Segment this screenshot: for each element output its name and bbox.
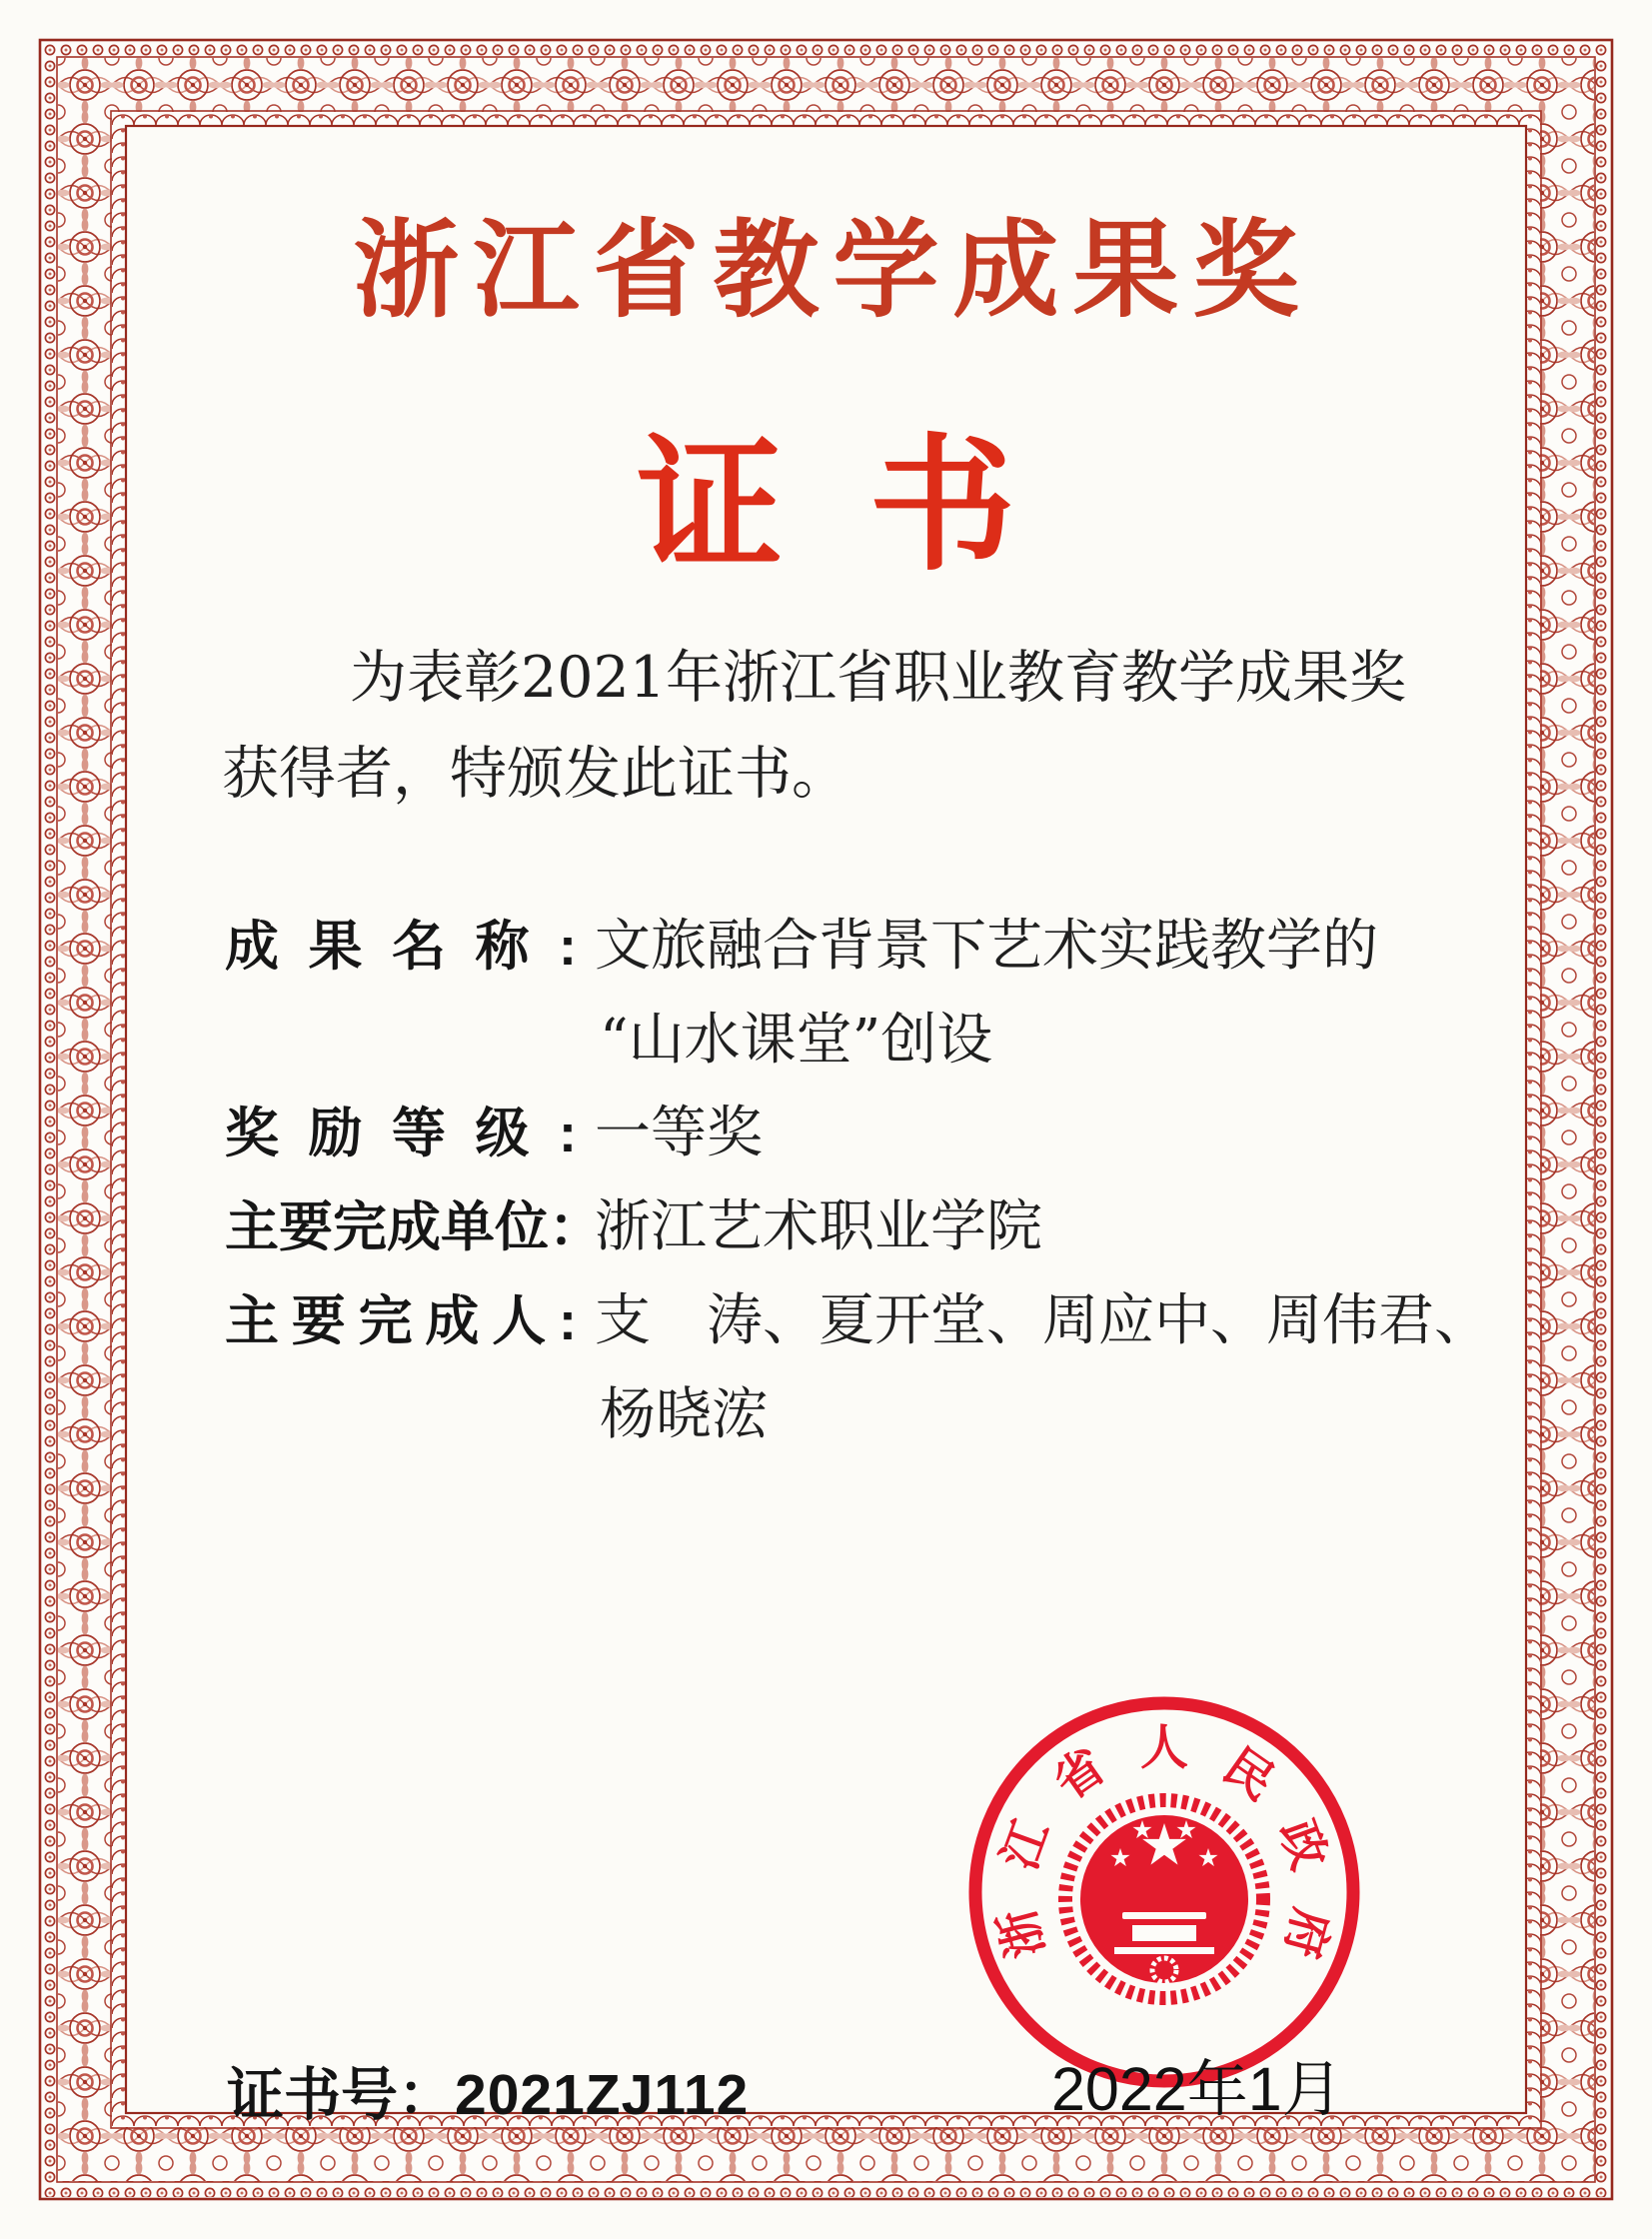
- svg-text:人: 人: [1139, 1721, 1189, 1775]
- svg-text:政: 政: [1269, 1813, 1336, 1877]
- field-label: 主要完成人:: [225, 1291, 577, 1351]
- svg-text:省: 省: [1044, 1739, 1115, 1811]
- svg-text:民: 民: [1213, 1739, 1284, 1811]
- field-label: 奖励等级:: [225, 1104, 577, 1163]
- intro-line-2: 获得者，特颁发此证书。: [222, 741, 848, 807]
- field-list: [225, 900, 1504, 1461]
- certificate-number-value: 2021ZJ112: [455, 2063, 750, 2127]
- field-value: 文旅融合背景下艺术实践教学的: [595, 914, 1378, 979]
- field-value: 支 涛、夏开堂、周应中、周伟君、: [595, 1288, 1490, 1353]
- intro-line-1: 为表彰2021年浙江省职业教育教学成果奖: [350, 645, 1407, 711]
- svg-text:浙: 浙: [990, 1902, 1054, 1964]
- field-row-award-grade: [225, 1087, 1504, 1180]
- field-row-achievement-name: [225, 900, 1504, 994]
- field-value-continuation: 杨晓浤: [600, 1382, 768, 1447]
- certificate-title: 浙江省教学成果奖: [353, 212, 1313, 330]
- field-row-main-contributors: [225, 1274, 1504, 1368]
- field-value: 一等奖: [595, 1101, 763, 1165]
- field-label: 主要完成单位：: [225, 1197, 603, 1257]
- national-emblem-icon: [1065, 1800, 1263, 1998]
- svg-text:江: 江: [992, 1813, 1059, 1877]
- government-seal: [964, 1692, 1364, 2092]
- field-value: 浙江艺术职业学院: [595, 1194, 1042, 1259]
- certificate-number: [227, 2049, 749, 2131]
- intro-paragraph: [222, 630, 1471, 822]
- field-label: 成果名称:: [225, 917, 577, 977]
- certificate-number-label: 证书号：: [227, 2063, 455, 2127]
- field-value-continuation: “山水课堂”创设: [600, 1008, 993, 1073]
- issue-date: 2022年1月: [1051, 2055, 1343, 2123]
- field-row-main-unit: [225, 1180, 1504, 1274]
- svg-text:府: 府: [1274, 1902, 1338, 1964]
- certificate-subtitle: 证 书: [637, 424, 1015, 587]
